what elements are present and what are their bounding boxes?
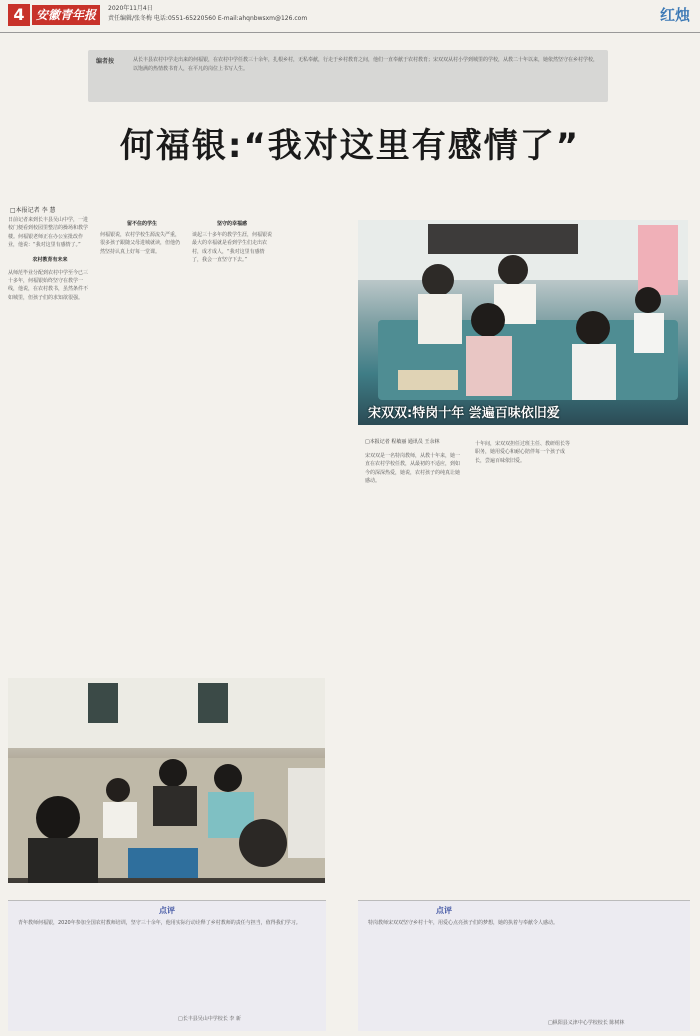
story1-subhead: 留不住的学生 xyxy=(126,221,157,227)
commentary-box-left xyxy=(8,900,326,1031)
classroom-photo-1-drawing xyxy=(358,220,688,425)
main-headline: 何福银:“我对这里有感情了” xyxy=(119,126,581,166)
story1-subhead: 农村教育有未来 xyxy=(32,256,68,263)
story1-column-2 xyxy=(100,216,184,666)
commentary-title-right: 点评 xyxy=(436,906,452,915)
commentary-box-right xyxy=(358,900,690,1031)
commentary-signature-left: □长丰县吴山中学校长 李 新 xyxy=(178,1016,241,1022)
classroom-photo-2-drawing xyxy=(8,678,325,883)
story1-byline: □本报记者 李 慧 xyxy=(10,207,56,214)
commentary-text-right: 特岗教师宋双双坚守乡村十年，用爱心点亮孩子们的梦想，她的执着与奉献令人感动。 xyxy=(368,920,559,926)
issue-date: 2020年11月4日 xyxy=(108,5,153,12)
newspaper-logo: 安徽青年报 xyxy=(32,5,100,25)
story1-paragraph: 谈起三十多年的教学生涯，何福银说最大的幸福就是看到学生们走出农村，成才成人，“我对这里有感情了，我会一直坚守下去。” xyxy=(192,232,272,264)
story1-column-3 xyxy=(192,216,272,666)
story2-column-2 xyxy=(475,440,573,870)
commentary-signature-right: □枞阳县义津中心学校校长 陈树林 xyxy=(548,1020,625,1026)
page-number-badge: 4 xyxy=(8,4,30,26)
section-tag: 红烛 xyxy=(659,6,690,24)
classroom-photo-2 xyxy=(8,678,325,883)
masthead xyxy=(0,0,700,33)
story2-byline: □本报记者 程敏丽 通讯员 王余林 xyxy=(365,439,440,445)
commentary-text-left: 青年教师何福银，2020年参加全国农村教师培训，坚守三十余年，他用实际行动诠释了乡村教师的责任与担当，值得我们学习。 xyxy=(18,920,301,926)
editor-note-label: 编者按 xyxy=(96,58,115,65)
story2-column-1 xyxy=(365,452,463,872)
story2-paragraph: 宋双双是一名特岗教师，从教十年来，她一直在农村学校任教，从最初的不适应，到如今的深深热爱，她说，农村孩子的纯真让她感动。 xyxy=(365,453,461,485)
photo-1-caption-headline: 宋双双:特岗十年 尝遍百味依旧爱 xyxy=(368,406,560,421)
story1-paragraph: 日前记者来到长丰县吴山中学，一进校门便看到校园里整洁的操场和教学楼。何福银老师正在办公室批改作业，他说：“我对这里有感情了。” xyxy=(8,217,89,249)
classroom-photo-1 xyxy=(358,220,688,425)
editor-note-text: 从长丰县农村中学走出来的何福银，在农村中学任教三十余年，扎根乡村，无私奉献，行走于乡村教育之间，他们一直奉献于农村教育；宋双双从村小学到城里的学校，从教二十年以来，她依然坚守在乡村学校，以饱满的热情教书育人，在平凡的岗位上书写人生。 xyxy=(133,57,599,72)
commentary-title-left: 点评 xyxy=(159,906,175,915)
editor-note-box xyxy=(88,50,608,102)
story2-paragraph: 十年间，宋双双担任过班主任、教研组长等职务，她用爱心和耐心陪伴每一个孩子成长，尝遍百味依旧爱。 xyxy=(475,441,571,464)
story1-paragraph: 从师范毕业分配到农村中学至今已三十多年，何福银始终坚守在教学一线，他说，在农村教书，虽然条件不如城里，但孩子们的求知欲很强。 xyxy=(8,269,89,301)
editor-contact: 责任编辑/张冬梅 电话:0551-65220560 E-mail:ahqnbwsxm@126.com xyxy=(108,15,308,22)
story1-paragraph: 何福银说，农村学校生源流失严重，很多孩子跟随父母进城就读，但他仍然坚持认真上好每一堂课。 xyxy=(100,232,181,255)
story1-subhead: 坚守的幸福感 xyxy=(216,221,247,227)
story2-column-3 xyxy=(585,440,690,870)
story1-column-1 xyxy=(8,216,92,666)
